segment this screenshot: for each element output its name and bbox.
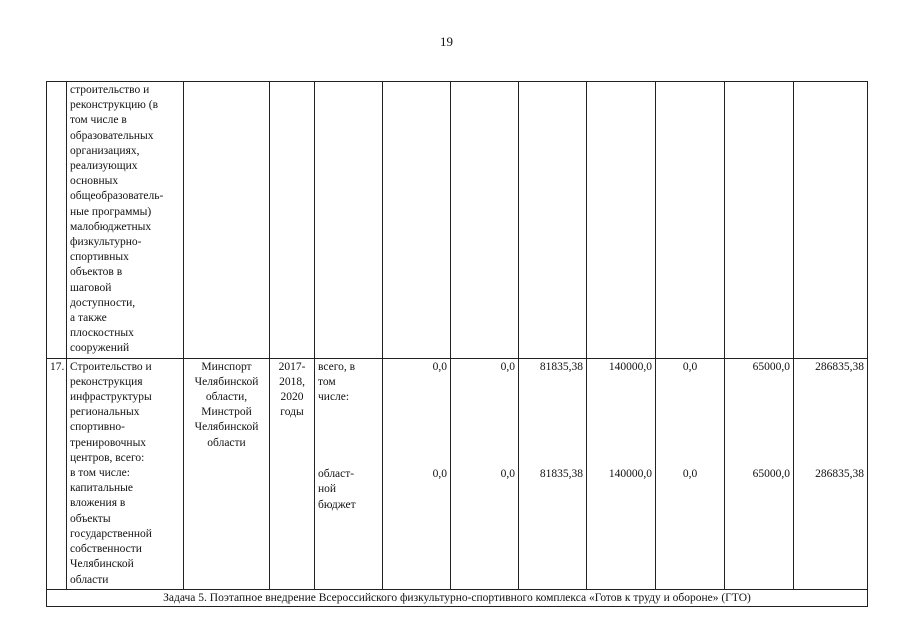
continuation-text-line: а также [70,312,107,325]
row-name-line: спортивно- [70,421,125,434]
cell-empty [184,82,270,359]
executor-line: Минспорт [201,360,252,373]
executor-line: области, [205,391,248,404]
cell-empty [519,82,587,359]
cell-empty [383,82,451,359]
continuation-text-line: реконструкцию (в [70,99,159,112]
row-name-line: тренировочных [70,436,147,449]
cell-empty [656,82,725,359]
continuation-text-line: плоскостных [70,327,134,340]
value-cell: 0,0 0,0 [656,358,725,589]
row-name-line: региональных [70,406,140,419]
continuation-text-line: шаговой [70,281,112,294]
continuation-text-line: малобюджетных [70,220,152,233]
row-name-line: инфраструктуры [70,391,152,404]
value-cell: 81835,38 81835,38 [519,358,587,589]
continuation-text-line: строительство и [70,84,150,96]
period-line: 2020 [280,391,304,404]
period-cell [270,358,315,589]
row-name-line: капитальные [70,482,134,495]
table-row-continuation [47,82,868,359]
source-line: ной [318,483,337,496]
source-line: том [318,375,336,388]
continuation-text-line: ные программы) [70,205,152,218]
continuation-text-line: физкультурно- [70,236,142,249]
row-name-cell [67,358,184,589]
table-row-17 [47,358,868,589]
executor-line: Челябинской [194,375,259,388]
source-cell [315,358,383,589]
row-name-line: Строительство и [70,360,152,373]
source-line: всего, в [318,360,356,373]
row-name-line: в том числе: [70,467,130,480]
row-name-line: собственности [70,543,142,556]
value-cell: 65000,0 65000,0 [725,358,794,589]
row-name-line: реконструкция [70,375,143,388]
cell-empty [725,82,794,359]
continuation-text-line: общеобразователь- [70,190,164,203]
period-line: 2017- [278,360,306,373]
source-line: бюджет [318,498,356,511]
executor-line: области [207,436,246,449]
executor-line: Минстрой [201,406,252,419]
page-number: 19 [440,34,453,49]
continuation-text-line: сооружений [70,342,130,355]
continuation-text-line: организациях, [70,144,140,157]
cell-empty [451,82,519,359]
period-line: 2018, [279,375,305,388]
cell-empty [270,82,315,359]
value-cell: 0,0 0,0 [451,358,519,589]
continuation-text-line: доступности, [70,296,136,309]
continuation-name-cell [67,82,184,359]
executor-line: Челябинской [194,421,259,434]
executor-cell [184,358,270,589]
cell-number-empty [47,82,67,359]
continuation-text-line: реализующих [70,160,138,173]
row-name-line: объекты [70,512,111,525]
period-line: годы [280,406,304,419]
continuation-text-line: том числе в [70,114,127,127]
row-name-line: центров, всего: [70,451,145,464]
program-table [46,81,868,607]
task-heading: Задача 5. Поэтапное внедрение Всероссийского физкультурно-спортивного комплекса «Готов к труду и обороне» (ГТО) [47,589,868,606]
row-name-line: Челябинской [70,558,134,571]
value-cell: 140000,0 140000,0 [587,358,656,589]
source-line: числе: [318,391,350,404]
continuation-text-line: основных [70,175,119,188]
continuation-text-line: спортивных [70,251,129,264]
value-cell: 0,0 0,0 [383,358,451,589]
source-line: област- [318,468,355,481]
continuation-text-line: объектов в [70,266,123,279]
cell-empty [315,82,383,359]
row-number: 17. [47,358,67,589]
value-cell-total: 286835,38 286835,38 [794,358,868,589]
task-row [47,589,868,606]
continuation-text-line: образовательных [70,129,154,142]
row-name-line: вложения в [70,497,126,510]
row-name-line: государственной [70,527,152,540]
cell-empty [587,82,656,359]
cell-empty [794,82,868,359]
row-name-line: области [70,573,109,586]
